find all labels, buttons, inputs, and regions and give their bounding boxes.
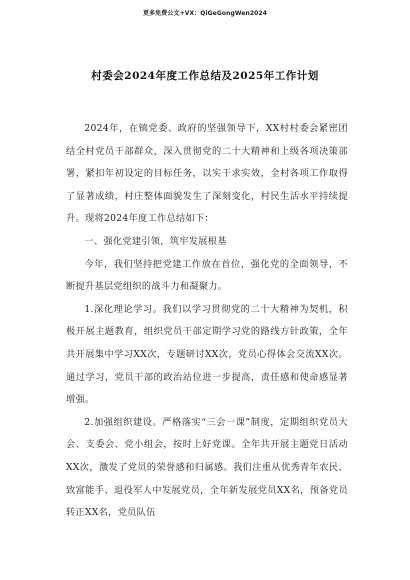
section-heading-1: 一、强化党建引领，筑牢发展根基	[84, 235, 227, 247]
body-paragraph: 今年，我们坚持把党建工作放在首位，强化党的全面领导，不断提升基层党组织的战斗力和凝聚力。	[66, 258, 348, 293]
document-body	[66, 118, 348, 525]
document-title: 村委会2024年度工作总结及2025年工作计划	[91, 70, 319, 82]
body-paragraph: 2.加强组织建设。严格落实“三会一课”制度，定期组织党员大会、支委会、党小组会，按时上好党课。全年共开展主题党日活动XX次，激发了党员的荣誉感和归属感。我们注重从优秀青年农民、致富能手、退役军人中发展党员，全年新发展党员XX名，预备党员转正XX名，党员队伍	[66, 416, 348, 519]
body-paragraph: 1.深化理论学习。我们以学习贯彻党的二十大精神为契机，积极开展主题教育，组织党员干部定期学习党的路线方针政策，全年共开展集中学习XX次，专题研讨XX次，党员心得体会交流XX次。通过学习，党员干部的政治站位进一步提高，责任感和使命感显著增强。	[66, 303, 348, 406]
body-paragraph-intro: 2024年，在镇党委、政府的坚强领导下，XX村村委会紧密团结全村党员干部群众，深入贯彻党的二十大精神和上级各项决策部署，紧扣年初设定的目标任务，以实干求实效，全村各项工作取得了显著成绩，村庄整体面貌发生了深刻变化，村民生活水平持续提升。现将2024年度工作总结如下：	[66, 123, 348, 225]
header-note: 更多免费公文+VX：QiGeGongWen2024	[142, 10, 267, 17]
